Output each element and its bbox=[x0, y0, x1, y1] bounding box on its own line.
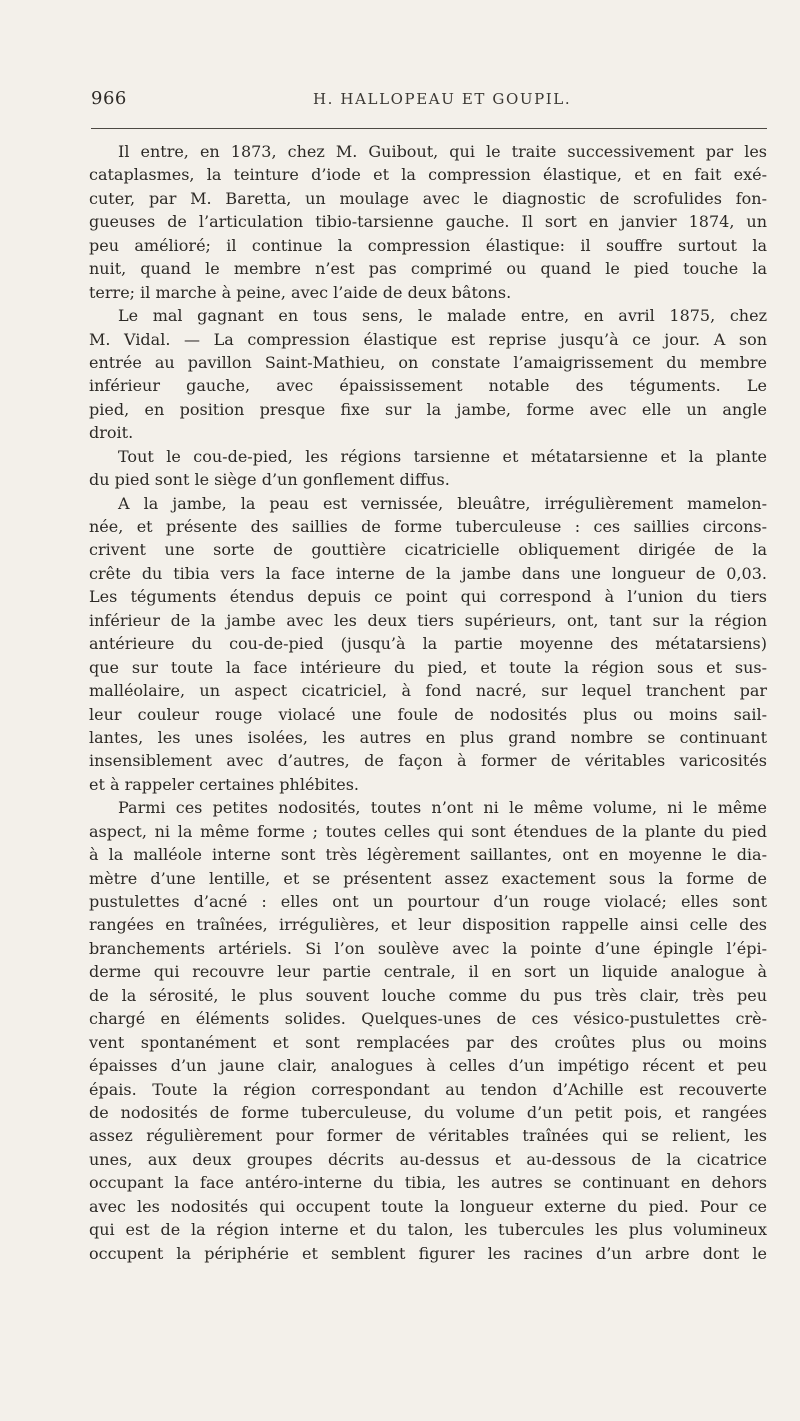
text-line: unes, aux deux groupes décrits au-dessus et au-dessous de la cicatrice bbox=[89, 1149, 767, 1169]
paragraph bbox=[89, 445, 767, 492]
running-head bbox=[91, 88, 767, 116]
text-line: malléolaire, un aspect cicatriciel, à fond nacré, sur lequel tranchent par bbox=[89, 681, 767, 701]
paragraph bbox=[89, 304, 767, 445]
body-text bbox=[89, 140, 767, 1265]
text-line: que sur toute la face intérieure du pied, et toute la région sous et sus- bbox=[89, 657, 767, 677]
text-line: occupent la périphérie et semblent figurer les racines d’un arbre dont le bbox=[89, 1243, 767, 1263]
text-line: épaisses d’un jaune clair, analogues à celles d’un impétigo récent et peu bbox=[89, 1056, 767, 1076]
text-line: gueuses de l’articulation tibio-tarsienne gauche. Il sort en janvier 1874, un bbox=[89, 212, 767, 232]
text-line: pustulettes d’acné : elles ont un pourtour d’un rouge violacé; elles sont bbox=[89, 892, 767, 911]
running-title: H. HALLOPEAU ET GOUPIL. bbox=[313, 90, 572, 108]
text-line: leur couleur rouge violacé une foule de nodosités plus ou moins sail- bbox=[89, 704, 767, 724]
header-rule bbox=[91, 128, 767, 129]
text-line: née, et présente des saillies de forme tuberculeuse : ces saillies circons- bbox=[89, 517, 767, 536]
text-line: entrée au pavillon Saint-Mathieu, on constate l’amaigrissement du membre bbox=[89, 352, 767, 372]
text-line: droit. bbox=[89, 423, 134, 443]
text-line: de la sérosité, le plus souvent louche comme du pus très clair, très peu bbox=[89, 985, 767, 1005]
text-line: inférieur gauche, avec épaississement notable des téguments. Le bbox=[89, 376, 767, 396]
text-line: occupant la face antéro-interne du tibia, les autres se continuant en dehors bbox=[89, 1173, 767, 1193]
text-line: pied, en position presque fixe sur la jambe, forme avec elle un angle bbox=[89, 399, 767, 419]
text-line: inférieur de la jambe avec les deux tiers supérieurs, ont, tant sur la région bbox=[89, 610, 767, 630]
text-line: insensiblement avec d’autres, de façon à former de véritables varicosités bbox=[89, 751, 767, 771]
text-line: derme qui recouvre leur partie centrale, il en sort un liquide analogue à bbox=[89, 962, 767, 982]
text-line: épais. Toute la région correspondant au tendon d’Achille est recouverte bbox=[89, 1079, 767, 1099]
text-line: rangées en traînées, irrégulières, et leur disposition rappelle ainsi celle des bbox=[89, 915, 767, 935]
text-line: avec les nodosités qui occupent toute la longueur externe du pied. Pour ce bbox=[89, 1196, 767, 1216]
text-line: terre; il marche à peine, avec l’aide de deux bâtons. bbox=[89, 282, 512, 302]
text-line: assez régulièrement pour former de véritables traînées qui se relient, les bbox=[89, 1126, 767, 1146]
text-line: à la malléole interne sont très légèrement saillantes, ont en moyenne le dia- bbox=[89, 845, 767, 865]
text-line: Les téguments étendus depuis ce point qui correspond à l’union du tiers bbox=[89, 587, 767, 607]
text-line: lantes, les unes isolées, les autres en plus grand nombre se continuant bbox=[89, 727, 767, 747]
text-line: cuter, par M. Baretta, un moulage avec le diagnostic de scrofulides fon- bbox=[89, 188, 767, 208]
text-line: crivent une sorte de gouttière cicatricielle obliquement dirigée de la bbox=[89, 540, 767, 560]
text-line: Parmi ces petites nodosités, toutes n’ont ni le même volume, ni le même bbox=[118, 798, 767, 818]
text-line: crête du tibia vers la face interne de la jambe dans une longueur de 0,03. bbox=[89, 563, 767, 583]
paragraph bbox=[89, 140, 767, 304]
text-line: A la jambe, la peau est vernissée, bleuâtre, irrégulièrement mamelon- bbox=[118, 493, 767, 513]
text-line: M. Vidal. — La compression élastique est reprise jusqu’à ce jour. A son bbox=[89, 329, 767, 349]
text-line: antérieure du cou-de-pied (jusqu’à la partie moyenne des métatarsiens) bbox=[89, 634, 767, 654]
text-line: Il entre, en 1873, chez M. Guibout, qui le traite successivement par les bbox=[118, 142, 767, 161]
text-line: qui est de la région interne et du talon, les tubercules les plus volumineux bbox=[89, 1220, 767, 1240]
paragraph bbox=[89, 796, 767, 1265]
text-line: de nodosités de forme tuberculeuse, du volume d’un petit pois, et rangées bbox=[89, 1102, 767, 1122]
text-line: vent spontanément et sont remplacées par des croûtes plus ou moins bbox=[89, 1032, 767, 1052]
page-number: 966 bbox=[91, 88, 127, 109]
text-line: Tout le cou-de-pied, les régions tarsienne et métatarsienne et la plante bbox=[118, 446, 767, 466]
text-line: aspect, ni la même forme ; toutes celles qui sont étendues de la plante du pied bbox=[89, 821, 767, 841]
text-line: peu amélioré; il continue la compression élastique: il souffre surtout la bbox=[89, 235, 767, 255]
text-line: cataplasmes, la teinture d’iode et la compression élastique, et en fait exé- bbox=[89, 165, 767, 185]
text-line: du pied sont le siège d’un gonflement diffus. bbox=[89, 470, 450, 490]
text-line: et à rappeler certaines phlébites. bbox=[89, 774, 359, 794]
text-line: mètre d’une lentille, et se présentent assez exactement sous la forme de bbox=[89, 868, 767, 888]
text-line: chargé en éléments solides. Quelques-unes de ces vésico-pustulettes crè- bbox=[89, 1009, 767, 1029]
text-line: Le mal gagnant en tous sens, le malade entre, en avril 1875, chez bbox=[118, 306, 767, 326]
text-line: branchements artériels. Si l’on soulève avec la pointe d’une épingle l’épi- bbox=[89, 938, 767, 958]
paragraph bbox=[89, 492, 767, 797]
text-line: nuit, quand le membre n’est pas comprimé ou quand le pied touche la bbox=[89, 259, 767, 279]
